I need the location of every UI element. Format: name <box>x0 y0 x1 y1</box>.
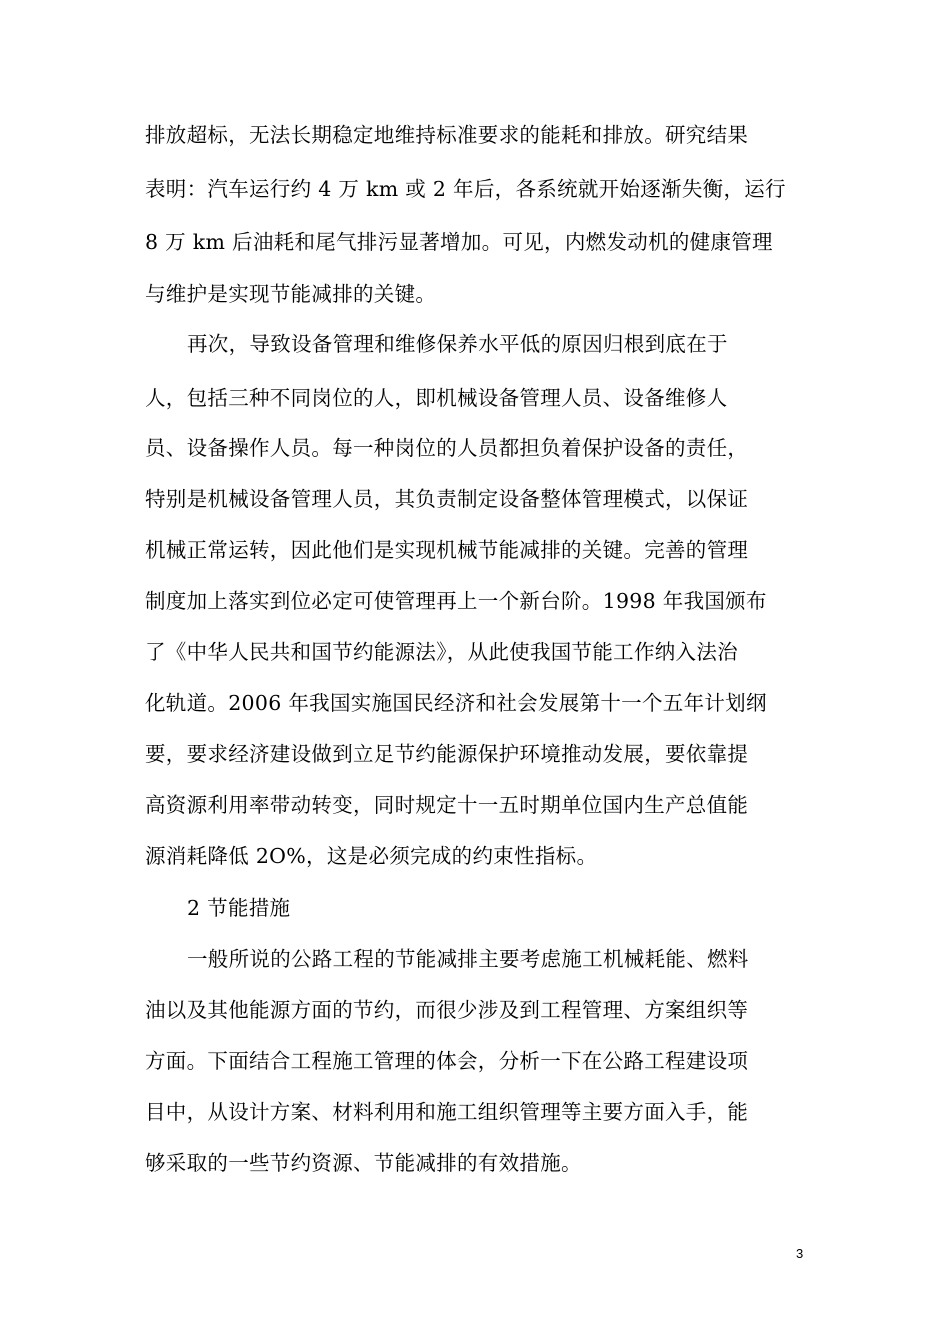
paragraph-2-line-9: 要，要求经济建设做到立足节约能源保护环境推动发展，要依靠提 <box>145 742 749 766</box>
paragraph-3-line-4: 目中，从设计方案、材料利用和施工组织管理等主要方面入手，能 <box>145 1100 749 1124</box>
page-number: 3 <box>796 1246 804 1261</box>
paragraph-3-line-3: 方面。下面结合工程施工管理的体会，分析一下在公路工程建设项 <box>145 1049 749 1073</box>
paragraph-2-line-10: 高资源利用率带动转变，同时规定十一五时期单位国内生产总值能 <box>145 793 749 817</box>
paragraph-2-line-11: 源消耗降低 2O%，这是必须完成的约束性指标。 <box>145 844 598 868</box>
paragraph-2-line-6: 制度加上落实到位必定可使管理再上一个新台阶。1998 年我国颁布 <box>145 589 767 613</box>
paragraph-2-line-7: 了《中华人民共和国节约能源法》，从此使我国节能工作纳入法治 <box>145 640 738 664</box>
paragraph-1-line-1: 排放超标，无法长期稳定地维持标准要求的能耗和排放。研究结果 <box>145 123 749 147</box>
section-heading: 2 节能措施 <box>187 896 291 920</box>
paragraph-3-line-1: 一般所说的公路工程的节能减排主要考虑施工机械耗能、燃料 <box>187 947 749 971</box>
paragraph-3-line-2: 油以及其他能源方面的节约，而很少涉及到工程管理、方案组织等 <box>145 998 749 1022</box>
paragraph-2-line-1: 再次，导致设备管理和维修保养水平低的原因归根到底在于 <box>187 332 728 356</box>
paragraph-2-line-4: 特别是机械设备管理人员，其负责制定设备整体管理模式，以保证 <box>145 487 749 511</box>
paragraph-2-line-8: 化轨道。2006 年我国实施国民经济和社会发展第十一个五年计划纲 <box>145 691 767 715</box>
paragraph-1-line-4: 与维护是实现节能减排的关键。 <box>145 282 437 306</box>
paragraph-1-line-3: 8 万 km 后油耗和尾气排污显著增加。可见，内燃发动机的健康管理 <box>145 230 773 254</box>
paragraph-2-line-5: 机械正常运转，因此他们是实现机械节能减排的关键。完善的管理 <box>145 538 749 562</box>
paragraph-2-line-3: 员、设备操作人员。每一种岗位的人员都担负着保护设备的责任， <box>145 436 749 460</box>
paragraph-1-line-2: 表明：汽车运行约 4 万 km 或 2 年后，各系统就开始逐渐失衡，运行 <box>145 177 786 201</box>
paragraph-2-line-2: 人，包括三种不同岗位的人，即机械设备管理人员、设备维修人 <box>145 386 728 410</box>
paragraph-3-line-5: 够采取的一些节约资源、节能减排的有效措施。 <box>145 1151 582 1175</box>
